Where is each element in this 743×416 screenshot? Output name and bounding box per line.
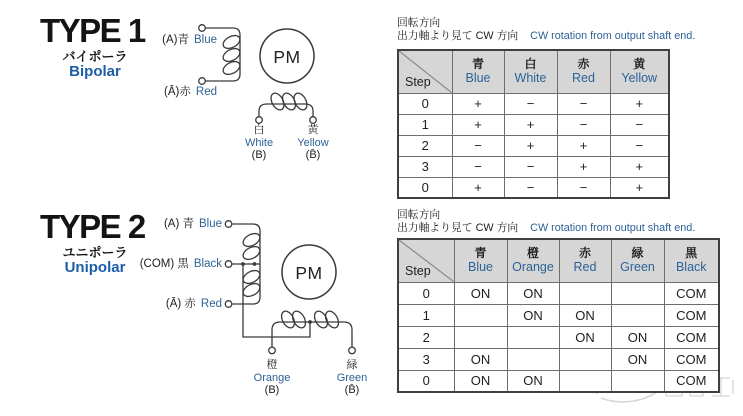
value-cell: ON [611, 348, 664, 370]
value-cell: + [452, 114, 504, 135]
terminal-red [225, 301, 232, 308]
table-row [398, 93, 669, 114]
column-header [664, 239, 719, 282]
type1-title: TYPE 1 [40, 12, 145, 49]
column-header-ja: 緑 [631, 246, 644, 261]
type2-subtitle-en: Unipolar [64, 259, 126, 276]
value-cell [454, 304, 507, 326]
step-cell: 2 [398, 135, 452, 156]
value-cell: ON [507, 282, 559, 304]
value-cell [507, 326, 559, 348]
step-cell: 1 [398, 114, 452, 135]
column-header [454, 239, 507, 282]
value-cell: COM [664, 370, 719, 392]
column-header [452, 50, 504, 93]
column-header-en: Green [620, 260, 655, 275]
terminal-orange [269, 347, 276, 354]
column-header-en: Red [572, 71, 595, 86]
value-cell: − [504, 156, 557, 177]
value-cell: COM [664, 282, 719, 304]
value-cell: ON [454, 348, 507, 370]
step-cell: 3 [398, 156, 452, 177]
column-header-en: White [514, 71, 547, 86]
column-header-en: Orange [512, 260, 554, 275]
type1-subtitle-en: Bipolar [69, 63, 121, 80]
step-header-cell [398, 239, 454, 282]
value-cell: − [557, 93, 610, 114]
value-cell: + [452, 177, 504, 198]
column-header [557, 50, 610, 93]
table1-caption-line2: 出力軸より見て CW 方向 CW rotation from output shaft end. [397, 30, 696, 42]
value-cell: + [557, 156, 610, 177]
value-cell: ON [507, 304, 559, 326]
column-header [507, 239, 559, 282]
column-header-ja: 橙 [526, 246, 539, 261]
column-header-ja: 黒 [685, 246, 698, 261]
value-cell: ON [454, 370, 507, 392]
terminal-red [199, 78, 206, 85]
value-cell: + [610, 177, 669, 198]
column-header-ja: 黄 [633, 57, 646, 72]
bipolar-step-table [397, 49, 670, 199]
column-header-ja: 青 [471, 57, 484, 72]
step-cell: 3 [398, 348, 454, 370]
type1-subtitle-ja: バイポーラ [62, 49, 128, 64]
value-cell [559, 370, 611, 392]
value-cell: COM [664, 348, 719, 370]
table-row [398, 177, 669, 198]
column-header [610, 50, 669, 93]
step-label: Step [405, 263, 431, 278]
value-cell: ON [507, 370, 559, 392]
column-header-ja: 赤 [577, 57, 590, 72]
type2-lead-com-label: (COM) 黒 Black [139, 258, 222, 270]
value-cell: − [557, 114, 610, 135]
value-cell: ON [454, 282, 507, 304]
junction-dot [253, 262, 257, 266]
column-header-en: Black [675, 260, 707, 275]
column-header-en: Red [573, 260, 597, 275]
column-header [559, 239, 611, 282]
step-cell: 0 [398, 282, 454, 304]
terminal-white [256, 117, 263, 124]
step-cell: 0 [398, 177, 452, 198]
step-cell: 1 [398, 304, 454, 326]
column-header-ja: 赤 [578, 246, 591, 261]
table-row [398, 114, 669, 135]
step-label: Step [405, 74, 431, 89]
type1-lead-b-label: 白 White (B) [244, 124, 274, 161]
type2-lead-b-label: 橙 Orange (B) [253, 359, 291, 396]
value-cell: − [452, 135, 504, 156]
column-header-ja: 青 [474, 246, 487, 261]
value-cell: + [452, 93, 504, 114]
value-cell [611, 304, 664, 326]
value-cell: + [504, 114, 557, 135]
type1-lead-bbar-label: 黄 Yellow (B̄) [297, 124, 329, 161]
value-cell: − [452, 156, 504, 177]
terminal-blue [199, 25, 206, 32]
type2-lead-bbar-label: 緑 Green (B̄) [336, 359, 368, 396]
type2-coil-b [269, 309, 356, 354]
column-header [611, 239, 664, 282]
value-cell: COM [664, 326, 719, 348]
column-header-ja: 白 [524, 57, 537, 72]
table-row [398, 370, 719, 392]
value-cell [611, 282, 664, 304]
table2-caption [397, 209, 695, 235]
table1-caption-line1: 回転方向 [397, 17, 441, 29]
type2-pm-label: PM [295, 263, 323, 283]
table-row [398, 326, 719, 348]
table-row [398, 156, 669, 177]
type1-pm-label: PM [273, 47, 301, 67]
column-header-en: Blue [467, 260, 494, 275]
table-row [398, 135, 669, 156]
junction-dot [308, 320, 312, 324]
type2-title: TYPE 2 [40, 208, 145, 245]
table2-caption-line1: 回転方向 [397, 209, 441, 221]
junction-dot [241, 262, 245, 266]
value-cell [559, 348, 611, 370]
terminal-black [225, 261, 232, 268]
unipolar-step-table [397, 238, 720, 393]
step-cell: 0 [398, 370, 454, 392]
table-row [398, 304, 719, 326]
value-cell: + [610, 93, 669, 114]
column-header [504, 50, 557, 93]
type1-lead-a-label: (A)青 Blue [162, 34, 217, 46]
type1-lead-abar-label: (Ā)赤 Red [164, 86, 217, 98]
table1-caption [397, 17, 695, 43]
step-cell: 2 [398, 326, 454, 348]
value-cell: ON [611, 326, 664, 348]
table-row [398, 348, 719, 370]
value-cell: − [610, 135, 669, 156]
column-header-en: Blue [465, 71, 491, 86]
terminal-green [349, 347, 356, 354]
type2-coil-a [225, 221, 262, 308]
terminal-yellow [310, 117, 317, 124]
value-cell: COM [664, 304, 719, 326]
table-row [398, 282, 719, 304]
value-cell [454, 326, 507, 348]
value-cell: + [504, 135, 557, 156]
type2-subtitle-ja: ユニポーラ [62, 245, 128, 260]
step-header-cell [398, 50, 452, 93]
terminal-blue [225, 221, 232, 228]
type1-coil-b [256, 91, 317, 123]
value-cell: ON [559, 326, 611, 348]
step-cell: 0 [398, 93, 452, 114]
value-cell: − [557, 177, 610, 198]
value-cell [611, 370, 664, 392]
type2-lead-abar-label: (Ā) 赤 Red [165, 298, 222, 310]
table2-caption-line2: 出力軸より見て CW 方向 CW rotation from output shaft end. [397, 222, 696, 234]
value-cell: + [610, 156, 669, 177]
value-cell: ON [559, 304, 611, 326]
value-cell [559, 282, 611, 304]
value-cell: + [557, 135, 610, 156]
type2-lead-a-label: (A) 青 Blue [163, 218, 222, 230]
column-header-en: Yellow [621, 71, 658, 86]
value-cell [507, 348, 559, 370]
value-cell: − [504, 177, 557, 198]
type1-title-block [40, 14, 150, 79]
value-cell: − [610, 114, 669, 135]
value-cell: − [504, 93, 557, 114]
